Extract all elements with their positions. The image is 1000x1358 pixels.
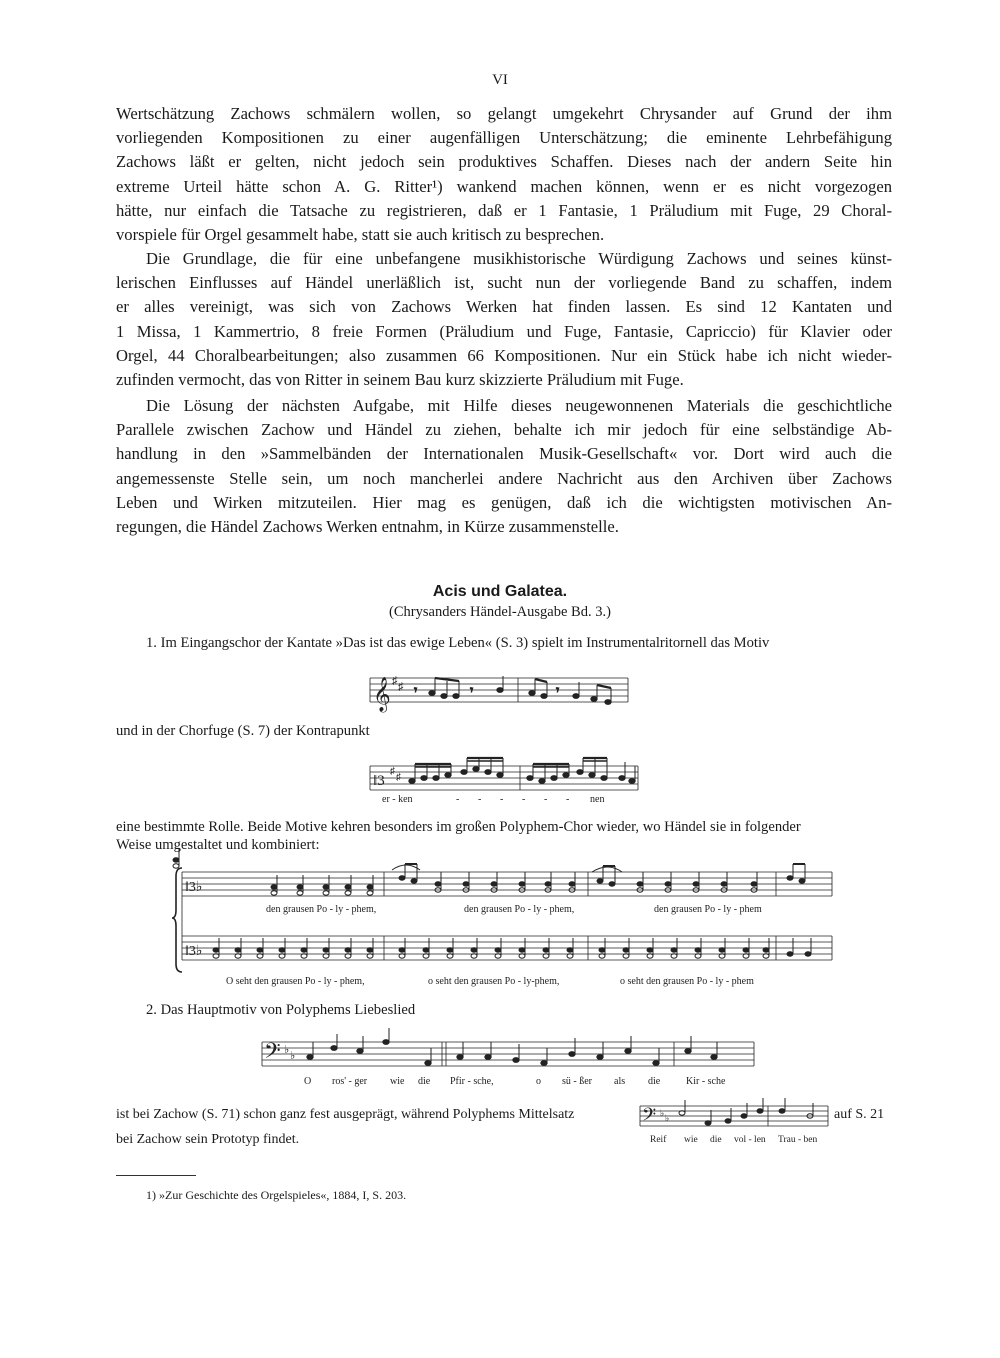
lyric: den grausen Po - ly - phem, [464,904,575,915]
svg-text:𝄾: 𝄾 [470,683,474,697]
lyric: O seht den grausen Po - ly - phem, [226,976,365,987]
text-line: handlung in den »Sammelbänden der Internationalen Musik-Gesellschaft« vor. Dort wird auch die [116,444,892,464]
music-example-5 [640,1098,830,1150]
lyric: Trau - ben [778,1135,818,1145]
lyric: ros' - ger [332,1076,368,1087]
lyric: den grausen Po - ly - phem, [266,904,377,915]
text-line: zufinden vermocht, das von Ritter in seinem Bau kurz skizzierte Präludium mit Fuge. [116,370,684,390]
text-line: Die Lösung der nächsten Aufgabe, mit Hilfe dieses neugewonnenen Materials die geschichtliche [146,396,892,415]
final-text-line-2: bei Zachow sein Prototyp findet. [116,1132,300,1147]
paragraph-2 [116,247,892,392]
text-line: lerischen Einflusses auf Händel unerläßlich ist, sucht nun der vorliegende Band zu schaffen, indem [116,273,892,293]
svg-text:‖3: ‖3 [373,773,385,789]
text-line: vorliegenden Kompositionen zu einer augenfälligen Unterschätzung; die eminente Lehrbefähigung [116,128,892,148]
lyric: - [500,794,504,805]
svg-text:𝄾: 𝄾 [414,683,418,697]
section-subtitle: (Chrysanders Händel-Ausgabe Bd. 3.) [389,604,611,620]
footnote: 1) »Zur Geschichte des Orgelspieles«, 1884, I, S. 203. [146,1188,407,1202]
lyric: die [648,1076,661,1087]
lyric: sü - ßer [562,1076,592,1087]
svg-text:𝄞: 𝄞 [373,678,391,711]
svg-text:‖3♭: ‖3♭ [185,944,203,959]
paragraph-1 [116,102,892,247]
lyric: O [304,1076,312,1087]
text-line: Leben und Wirken mitzuteilen. Hier mag es genügen, daß ich die wichtigsten motivischen An- [116,492,892,512]
final-text-left: ist bei Zachow (S. 71) schon ganz fest ausgeprägt, während Polyphems Mittelsatz [116,1107,575,1122]
lyric: wie [684,1135,698,1145]
lyric: als [614,1076,626,1087]
lyric: o [536,1076,541,1087]
text-line: eine bestimmte Rolle. Beide Motive kehren besonders im großen Polyphem-Chor wieder, wo Händel sie in folgender [116,819,801,835]
lyric: er - ken [382,794,413,805]
section-title: Acis und Galatea. [432,583,568,600]
svg-text:♯: ♯ [396,772,401,783]
svg-text:𝄢: 𝄢 [642,1104,657,1129]
svg-text:‖3♭: ‖3♭ [185,880,203,895]
text-line: regungen, die Händel Zachows Werken entnahm, in Kürze zusammenstelle. [116,517,619,537]
item-1-continuation: und in der Chorfuge (S. 7) der Kontrapunkt [116,723,370,739]
lyric: - [478,794,482,805]
lyric: Pfir - sche, [450,1076,494,1087]
svg-text:♯: ♯ [390,766,395,777]
lyric: o seht den grausen Po - ly - phem [620,976,754,987]
footnote-rule [116,1175,196,1176]
page-number: VI [492,72,508,88]
text-line: Die Grundlage, die für eine unbefangene musikhistorische Würdigung Zachows und seines künst- [146,249,892,268]
lyric: Kir - sche [686,1076,726,1087]
lyric: die [418,1076,431,1087]
svg-text:♯: ♯ [398,681,404,693]
music-example-3 [176,860,836,990]
text-line: angemessenste Stelle sein, um noch mancherlei andere Nachricht aus den Archiven über Zachows [116,468,892,488]
text-line: er alles vereinigt, was sich von Zachows Werken hat finden lassen. Es sind 12 Kantaten und [116,297,892,317]
svg-text:♭: ♭ [665,1113,670,1123]
svg-text:♯: ♯ [392,675,398,687]
lyric: - [566,794,570,805]
svg-text:𝄢: 𝄢 [264,1039,281,1068]
music-example-4 [262,1028,756,1090]
music-example-2 [370,752,640,810]
svg-text:𝄾: 𝄾 [556,683,560,697]
lyric: vol - len [734,1135,766,1145]
text-line: extreme Urteil hätte schon A. G. Ritter¹) wankend machen können, wenn er es nicht vorgezogen [116,176,892,196]
final-text-right: auf S. 21 [834,1107,885,1122]
paragraph-3 [116,394,892,539]
lyric: - [456,794,460,805]
text-line: hätte, nur einfach die Tatsache zu registrieren, daß er 1 Fantasie, 1 Präludium mit Fuge, 29 Choral- [116,200,892,220]
lyric: den grausen Po - ly - phem [654,904,762,915]
lyric: - [544,794,548,805]
item-1-text: 1. Im Eingangschor der Kantate »Das ist das ewige Leben« (S. 3) spielt im Instrumentalritornell das Motiv [146,635,770,651]
text-line: Parallele zwischen Zachow und Händel zu ziehen, behalte ich mir jedoch für eine selbständige Ab- [116,420,892,440]
text-line: 1 Missa, 1 Kammertrio, 8 freie Formen (Präludium und Fuge, Fantasie, Capriccio) für Klavier oder [116,321,892,341]
lyric: - [522,794,526,805]
item-2-text: 2. Das Hauptmotiv von Polyphems Liebeslied [146,1002,416,1018]
text-line: Zachows läßt er gelten, nicht jedoch sein produktives Schaffen. Dieses nach der andern Seite hin [116,152,892,172]
text-line: Weise umgestaltet und kombiniert: [116,837,320,853]
text-line: vorspiele für Orgel gesammelt habe, statt sie auch kritisch zu besprechen. [116,225,605,245]
lyric: die [710,1135,722,1145]
music-example-1 [370,668,630,718]
text-line: Wertschätzung Zachows schmälern wollen, so gelangt umgekehrt Chrysander auf Grund der ihm [116,104,892,123]
lyric: Reif [650,1135,667,1145]
svg-text:♭: ♭ [290,1050,296,1062]
lyric: o seht den grausen Po - ly-phem, [428,976,560,987]
text-line: Orgel, 44 Choralbearbeitungen; also zusammen 66 Kompositionen. Nur ein Stück habe ich nicht wieder- [116,345,892,365]
svg-text:♭: ♭ [284,1044,290,1056]
lyric: nen [590,794,605,805]
lyric: wie [390,1076,405,1087]
svg-text:♭: ♭ [660,1108,665,1118]
